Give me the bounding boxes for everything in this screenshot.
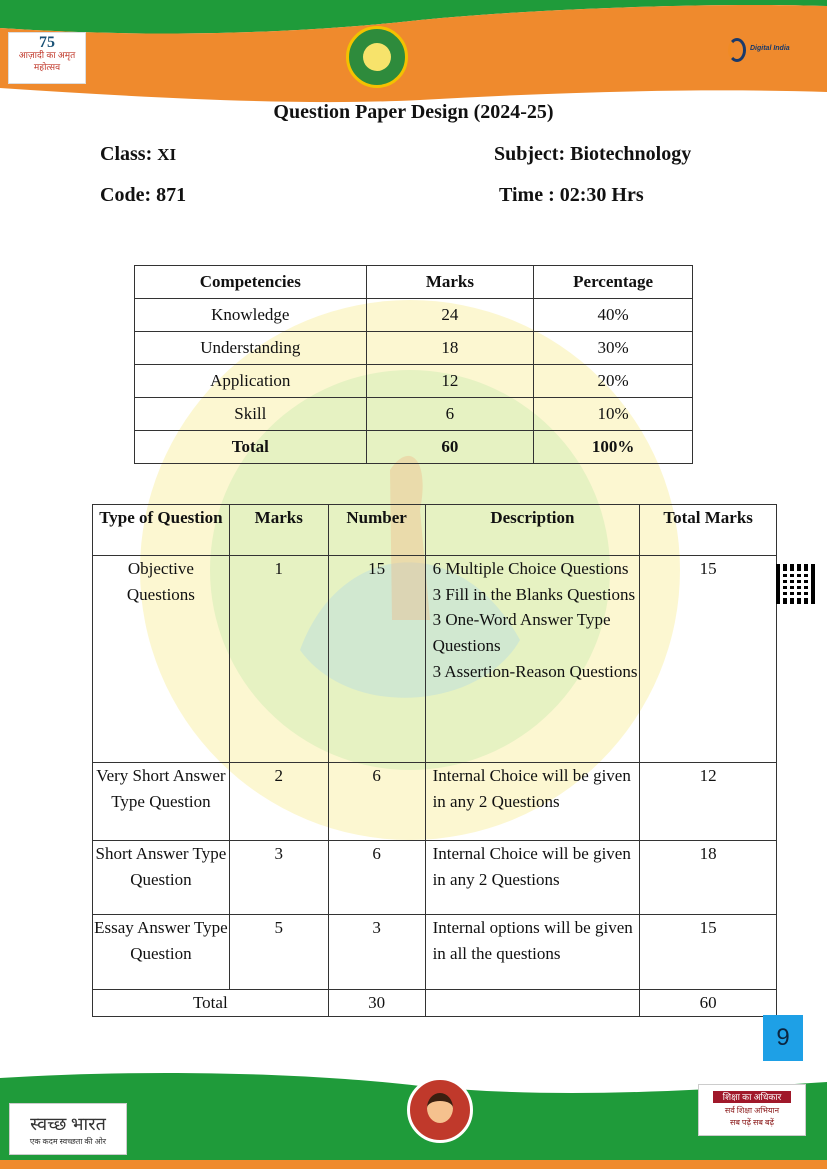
- table-cell: Skill: [135, 398, 367, 431]
- table-cell: 30: [328, 990, 425, 1017]
- table-cell: 12: [366, 365, 534, 398]
- table-cell: 18: [640, 841, 777, 915]
- table-row: [93, 556, 777, 763]
- table-cell: 100%: [534, 431, 693, 464]
- header-band: [0, 0, 827, 110]
- digital-india-text: Digital India: [750, 45, 790, 52]
- column-header: Percentage: [534, 266, 693, 299]
- time-label: Time : 02:30 Hrs: [499, 184, 644, 206]
- table-cell: [425, 990, 640, 1017]
- table-row: [93, 841, 777, 915]
- table-header-row: [135, 266, 693, 299]
- subject-label: Subject: Biotechnology: [494, 143, 692, 165]
- table-cell: 60: [366, 431, 534, 464]
- description-cell: Internal Choice will be given in any 2 Questions: [425, 763, 640, 841]
- table-cell: Short Answer Type Question: [93, 841, 230, 915]
- class-label-text: Class:: [100, 143, 153, 165]
- page-title: Question Paper Design (2024-25): [273, 101, 554, 123]
- description-cell: Internal options will be given in all the questions: [425, 915, 640, 990]
- azadi-logo-number: 75: [39, 34, 55, 51]
- table-row: [135, 365, 693, 398]
- table-row: [93, 763, 777, 841]
- table-cell: 6: [328, 763, 425, 841]
- total-row: [93, 990, 777, 1017]
- azadi-logo-text: आज़ादी का अमृत महोत्सव: [18, 50, 76, 72]
- table-cell: 30%: [534, 332, 693, 365]
- table-cell: 3: [328, 915, 425, 990]
- table-cell: Application: [135, 365, 367, 398]
- table-cell: 40%: [534, 299, 693, 332]
- table-cell: 20%: [534, 365, 693, 398]
- table-cell: 1: [229, 556, 328, 763]
- column-header: Number: [328, 505, 425, 556]
- page-number-badge: 9: [763, 1015, 803, 1061]
- table-cell: 60: [640, 990, 777, 1017]
- table-cell: 24: [366, 299, 534, 332]
- table-cell: Knowledge: [135, 299, 367, 332]
- column-header: Competencies: [135, 266, 367, 299]
- description-line: 3 Fill in the Blanks Questions: [432, 584, 636, 604]
- description-cell: [425, 556, 640, 763]
- table-cell: 15: [328, 556, 425, 763]
- table-row: [93, 915, 777, 990]
- description-line: 3 Assertion-Reason Questions: [432, 661, 638, 681]
- question-type-table: [92, 504, 777, 1017]
- table-cell: Essay Answer Type Question: [93, 915, 230, 990]
- code-label: Code: 871: [100, 184, 187, 206]
- shiksha-tagline: सब पढ़ें सब बढ़ें: [729, 1118, 775, 1127]
- column-header: Marks: [229, 505, 328, 556]
- qr-code-icon[interactable]: [776, 564, 816, 604]
- column-header: Type of Question: [93, 505, 230, 556]
- table-cell: 3: [229, 841, 328, 915]
- table-cell: 5: [229, 915, 328, 990]
- table-cell: Total: [93, 990, 329, 1017]
- competency-table: [134, 265, 693, 464]
- shiksha-ka-adhikar-logo: [698, 1084, 806, 1136]
- table-row: [135, 398, 693, 431]
- shiksha-title: शिक्षा का अधिकार: [713, 1091, 791, 1103]
- azadi-logo: [8, 32, 86, 84]
- table-cell: Understanding: [135, 332, 367, 365]
- table-cell: 12: [640, 763, 777, 841]
- description-line: 3 One-Word Answer Type Questions: [432, 610, 611, 656]
- column-header: Total Marks: [640, 505, 777, 556]
- table-header-row: [93, 505, 777, 556]
- column-header: Description: [425, 505, 640, 556]
- table-cell: 18: [366, 332, 534, 365]
- description-cell: Internal Choice will be given in any 2 Questions: [425, 841, 640, 915]
- class-label: [100, 143, 176, 166]
- glasses-icon: स्वच्छ भारत: [30, 1114, 106, 1134]
- table-cell: 6: [366, 398, 534, 431]
- table-cell: 10%: [534, 398, 693, 431]
- table-cell: Objective Questions: [93, 556, 230, 763]
- total-row: [135, 431, 693, 464]
- swachh-bharat-logo: [9, 1103, 127, 1155]
- table-cell: 15: [640, 556, 777, 763]
- column-header: Marks: [366, 266, 534, 299]
- digital-india-logo: [728, 38, 798, 66]
- table-cell: 6: [328, 841, 425, 915]
- table-row: [135, 299, 693, 332]
- table-cell: 15: [640, 915, 777, 990]
- swachh-bharat-text: एक कदम स्वच्छता की ओर: [29, 1137, 107, 1146]
- table-row: [135, 332, 693, 365]
- table-cell: Total: [135, 431, 367, 464]
- beti-padhao-logo-icon: [407, 1077, 473, 1143]
- digital-india-icon: [728, 38, 746, 62]
- table-cell: Very Short Answer Type Question: [93, 763, 230, 841]
- shiksha-subtitle: सर्व शिक्षा अभियान: [724, 1106, 780, 1115]
- description-line: 6 Multiple Choice Questions: [432, 559, 629, 578]
- class-value: XI: [157, 145, 177, 164]
- board-emblem-icon: [346, 26, 408, 88]
- table-cell: 2: [229, 763, 328, 841]
